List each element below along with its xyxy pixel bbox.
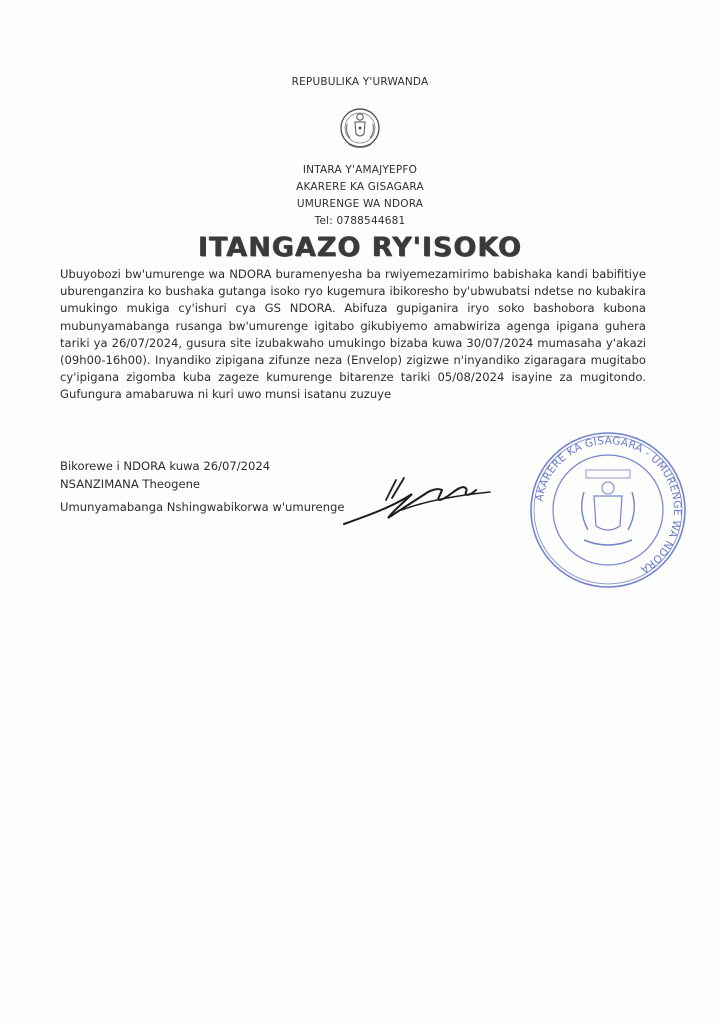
district-heading: AKARERE KA GISAGARA: [296, 181, 424, 193]
phone-number: Tel: 0788544681: [314, 215, 406, 227]
official-stamp: [528, 430, 688, 590]
sector-heading: UMURENGE WA NDORA: [296, 198, 424, 210]
svg-text:AKARERE KA GISAGARA - UMURENGE: [534, 435, 684, 576]
republic-heading: REPUBULIKA Y'URWANDA: [291, 76, 429, 88]
national-emblem-icon: [337, 104, 383, 156]
announcement-body: Ubuyobozi bw'umurenge wa NDORA buramenyesha ba rwiyemezamirimo babishaka kandi babifitiye uburenganzira ko bushaka gutanga isoko ryo kugemura ibikoresho by'ubwubatsi ndetse no kubakira umukingo mukiga cy'ishuri cya GS NDORA. Abifuza gupiganira iryo soko bashobora kubona mubunyamabanga rusanga bw'umurenge igitabo gikubiyemo amabwiriza agenga ipigana guhera tariki ya 26/07/2024, gusura site izubakwaho umukingo bizaba kuwa 30/07/2024 mumasaha y'akazi (09h00-16h00). Inyandiko zipigana zifunze neza (Envelop) zigizwe n'inyandiko zigaragara mugitabo cy'ipigana zigomba kuba zageze kumurenge bitarenze tariki 05/08/2024 isayine za mugitondo. Gufungura amabaruwa ni kuri uwo munsi isatanu zuzuye: [60, 267, 646, 402]
stamp-text: AKARERE KA GISAGARA - UMURENGE WA NDORA: [533, 434, 684, 576]
handwritten-signature: [342, 470, 492, 530]
signatory-position: Umunyamabanga Nshingwabikorwa w'umurenge: [60, 500, 345, 514]
signatory-name: NSANZIMANA Theogene: [60, 477, 201, 491]
place-date-line: Bikorewe i NDORA kuwa 26/07/2024: [60, 459, 271, 473]
province-heading: INTARA Y'AMAJYEPFO: [302, 164, 418, 176]
document-title: ITANGAZO RY'ISOKO: [197, 232, 523, 263]
